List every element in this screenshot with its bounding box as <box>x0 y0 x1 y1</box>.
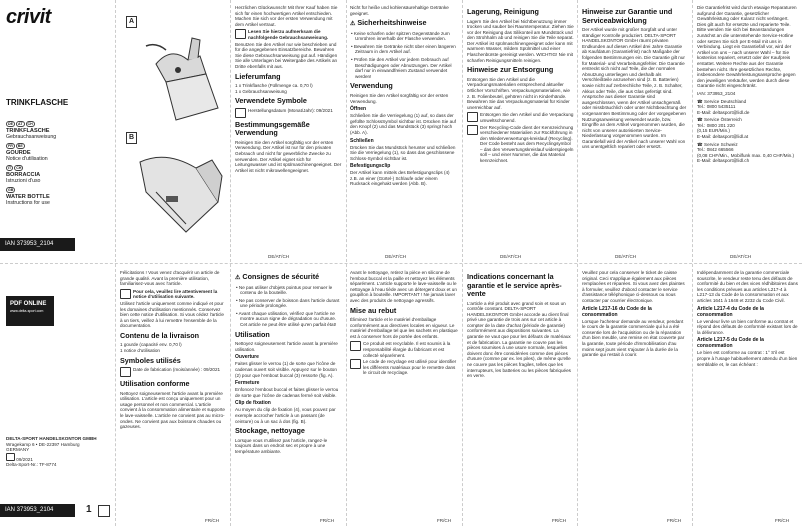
read-notice: Lesen Sie hierzu aufmerksam die nachfolgende Gebrauchsanweisung. <box>235 29 342 40</box>
recycling-code-row: Le code de recyclage est utilisé pour identifier les différents matériaux pour le remettre dans le circuit de recyclage. <box>350 359 458 376</box>
bullet-item: • Bewahren Sie Getränke nicht über einen längeren Zeitraum in dem Artikel auf. <box>351 43 456 55</box>
read-notice: Pour cela, veuillez lire attentivement la notice d'utilisation suivante. <box>120 289 227 300</box>
subheading: Clip de fixation <box>235 400 271 407</box>
disposal-row: Entsorgen Sie den Artikel und die Verpackung umweltschonend. <box>467 112 574 123</box>
page-footer: FR/CH <box>437 518 452 523</box>
section-heading: Mise au rebut <box>350 305 397 315</box>
bullet-item: • Prüfen Sie den Artikel vor jedem Gebrauch auf Beschädigungen oder Abnutzungen. Der Artikel darf nur in einwandfreiem Zustand verwendet werden! <box>351 57 452 79</box>
section-heading: Hinweise zur Entsorgung <box>467 65 554 75</box>
figure-b <box>126 132 228 250</box>
subheading: Fermeture <box>235 380 260 387</box>
subheading: Schließen <box>350 137 374 144</box>
page-footer: DE/AT/CH <box>385 254 407 259</box>
figure-b-label: B <box>126 132 137 144</box>
bottle-open-drawing <box>126 16 228 128</box>
factory-icon <box>120 367 131 377</box>
recycle-icon <box>467 112 478 122</box>
page-footer: FR/CH <box>552 518 567 523</box>
lang-flags: GB <box>8 188 14 192</box>
ian-number: IAN: 373953_2104 <box>697 90 736 96</box>
book-icon <box>235 29 246 39</box>
section-heading: Utilisation <box>235 329 270 339</box>
triman-row: Ce produit est recyclable. Il est soumis à la responsabilité élargie du fabricant et est collecté séparément. <box>350 341 458 358</box>
cover-title: TRINKFLASCHE <box>6 98 69 107</box>
section-heading: ⚠ Consignes de sécurité <box>235 272 320 281</box>
bullet-item: • Ne pas conserver de boisson dans l'article durant une période prolongée. <box>236 297 340 309</box>
section-heading: Lieferumfang <box>235 71 281 81</box>
section-heading: Lagerung, Reinigung <box>467 7 539 16</box>
recycling-code-icon <box>350 359 361 369</box>
section-heading: Verwendung <box>350 81 393 91</box>
page-footer: DE/AT/CH <box>730 254 752 259</box>
fold-line <box>462 0 463 526</box>
scope-of-delivery: 1 x Trinkflasche (Füllmenge ca. 0,70 l) 1 x Gebrauchsanweisung <box>235 83 313 94</box>
de-column-storage: Lagerung, Reinigung Lagern Sie den Artikel bei Nichtbenutzung immer trocken und sauber bei Raumtemperatur. Ziehen Sie vor der Reinigung das Silikonteil am Mundstück und den Strohhalm ab und reinigen Sie die Teile separat. Der Artikel ist spülmaschinengeeignet oder kann mit warmem Wasser, mildem Spülmittel und einer Flaschenbürste gereinigt werden. WICHTIG! Nie mit scharfen Reinigungsmitteln reinigen. Hinweise zur Entsorgung Entsorgen Sie den Artikel und die Verpackungsmaterialien entsprechend aktueller örtlicher Vorschriften. Verpackungsmaterialien, wie z. B. Folienbeutel, gehören nicht in Kinderhände. Bewahren Sie das Verpackungsmaterial für Kinder unerreichbar auf. Entsorgen Sie den Artikel und die Verpackung umweltschonend. Der Recycling-Code dient der Kennzeichnung verschiedener Materialien zur Rückführung in den Wiederverwertungs-kreislauf (Recycling). Der Code besteht aus dem Recyclingsymbol – das den Verwertungskreislauf widerspiegeln soll – und einer Nummer, die das Material kennzeichnet. <box>467 7 574 164</box>
page-footer: FR/CH <box>320 518 335 523</box>
fr-column-safety: ⚠ Consignes de sécurité • Ne pas utiliser d'objets pointus pour remuer le contenu de la bouteille. • Ne pas conserver de boisson dans l'article durant une période prolongée. • Avant chaque utilisation, vérifiez que l'article ne montre aucun signe de dégradation ou d'usure. Cet article ne peut être utilisé qu'en parfait état! Utilisation Nettoyez soigneusement l'article avant la première utilisation. Ouverture Faites glisser le verrou (1) de sorte que l'icône de cadenas ouvert soit visible. Appuyez sur le bouton (2) pour que l'embout buccal (3) ressorte (fig. A). Fermeture Enfoncez l'embout buccal et faites glisser le verrou de sorte que l'icône de cadenas fermé soit visible. Clip de fixation Au moyen du clip de fixation (4), vous pouvez par exemple accrocher l'article à un passant (de ceinture) ou à un sac à dos (fig. B). Stockage, nettoyage Lorsque vous n'utilisez pas l'article, rangez-le toujours dans un endroit sec et propre à une température ambiante. <box>235 270 342 456</box>
subheading: Article L217-16 du Code de la consommation <box>582 305 652 318</box>
lang-flags: DE AT CH <box>8 122 33 126</box>
section-heading: Verwendete Symbole <box>235 96 307 106</box>
phone-icon: ☎ <box>697 98 703 104</box>
page-footer: FR/CH <box>775 518 790 523</box>
triman-icon <box>350 341 361 351</box>
book-icon <box>120 289 131 299</box>
ian-bar: IAN 373953_2104 <box>0 238 75 251</box>
page-marker <box>98 505 110 517</box>
fold-line <box>230 0 231 526</box>
section-heading: Indications concernant la garantie et le service après-vente <box>467 272 562 298</box>
bullet-item: • Avant chaque utilisation, vérifiez que l'article ne montre aucun signe de dégradation ou d'usure. Cet article ne peut être utilisé qu'en parfait état! <box>236 310 337 328</box>
product-entry: GOURDE Notice d'utilisation <box>6 150 48 162</box>
subheading: Befestigungsclip <box>350 163 391 170</box>
recycling-code-row: Der Recycling-Code dient der Kennzeichnung verschiedener Materialien zur Rückführung in den Wiederverwertungs-kreislauf (Recycling). Der Code besteht aus dem Recyclingsymbol – das den Verwertungskreislauf widerspiegeln soll – und einer Nummer, die das Material kennzeichnet. <box>467 125 574 164</box>
service-at: ☎ Service Österreich Tel.: 0800 201 220 (0,15 EUR/Min.) E-Mail: deltasport@lidl.at <box>697 117 749 140</box>
fold-line <box>115 0 116 526</box>
fr-column-legal: Veuillez pour cela conserver le ticket de caisse original. Ceci s'applique également aux pièces remplacées et réparées. Si vous avez des plaintes à formuler, veuillez d'abord contacter le service d'assistance téléphonique ci-dessous ou nous contacter par courrier électronique. Article L217-16 du Code de la consommation Lorsque l'acheteur demande au vendeur, pendant le cours de la garantie commerciale qui lui a été consentie lors de l'acquisition ou de la réparation d'un bien meuble, une remise en état couverte par la garantie, toute période d'immobilisation d'au moins sept jours vient s'ajouter à la durée de la garantie qui restait à courir. <box>582 270 688 360</box>
fold-line <box>577 0 578 526</box>
page-footer: DE/AT/CH <box>268 254 290 259</box>
symbol-row: Date de fabrication (mois/année) : 09/2021 <box>120 367 227 377</box>
fr-column-legal-2: Indépendamment de la garantie commerciale souscrite, le vendeur reste tenu des défauts de conformité du bien et des vices rédhibitoires dans les conditions prévues aux articles L217-4 à L217-13 du Code de la consommation et aux articles 1641 à 1648 et 2232 du Code Civil. Article L217-4 du Code de la consommation Le vendeur livre un bien conforme au contrat et répond des défauts de conformité existant lors de la délivrance. Article L217-5 du Code de la consommation Le bien est conforme au contrat : 1° S'il est propre à l'usage habituellement attendu d'un bien semblable et, le cas échéant : <box>697 270 798 367</box>
bottle-clip-drawing <box>126 132 228 250</box>
lang-flags: IT CH <box>8 166 22 170</box>
fr-column-disposal: Avant le nettoyage, retirez la pièce en silicone de l'embout buccal et la paille et nettoyez les éléments séparément. L'article supporte le lave-vaisselle ou le nettoyage à l'eau tiède avec un détergent doux et un goupillon à bouteille. IMPORTANT ! Ne jamais laver avec des produits de nettoyage agressifs. Mise au rebut Éliminez l'article et le matériel d'emballage conformément aux directives locales en vigueur. Le matériel d'emballage tel que les sachets en plastique est à conserver hors de portée des enfants. Ce produit est recyclable. Il est soumis à la responsabilité élargie du fabricant et est collecté séparément. Le code de recyclage est utilisé pour identifier les différents matériaux pour le remettre dans le circuit de recyclage. <box>350 270 458 376</box>
section-heading: Bestimmungsgemäße Verwendung <box>235 119 310 138</box>
subheading: Article L217-4 du Code de la consommation <box>697 305 764 318</box>
body-text: Reinigen Sie den Artikel sorgfältig vor der ersten Verwendung. Der Artikel ist nur für den privaten Gebrauch und nicht für gewerbliche Zwecke zu verwenden. Der Artikel eignet sich für Leitungswasser und ist spülmaschinengeeignet. Der Artikel ist nicht mikrowellengeeignet. <box>235 139 342 173</box>
figure-a <box>126 16 228 128</box>
intro-text: Herzlichen Glückwunsch! Mit Ihrer Kauf haben Sie sich für einen hochwertigen Artikel entschieden. Machen Sie sich vor der ersten Verwendung mit dem Artikel vertraut. <box>235 5 338 27</box>
section-heading: Hinweise zur Garantie und Serviceabwicklung <box>582 7 673 25</box>
bullet-item: • Ne pas utiliser d'objets pointus pour remuer le contenu de la bouteille. <box>236 284 333 296</box>
page-footer: FR/CH <box>205 518 220 523</box>
fold-line-horizontal <box>0 263 802 264</box>
subheading: Article L217-5 du Code de la consommation <box>697 337 764 350</box>
pdf-online-badge: PDF ONLINE www.delta-sport.com <box>6 296 54 326</box>
brand-logo <box>6 6 51 29</box>
product-entry: BORRACCIA Istruzioni d'uso <box>6 172 41 184</box>
brand-text: crivit <box>6 6 51 28</box>
warning-icon: ⚠ <box>350 21 356 28</box>
section-heading: Utilisation conforme <box>120 379 190 389</box>
de-column-intro <box>235 5 342 175</box>
subheading: Ouverture <box>235 354 259 361</box>
de-column-warranty: Hinweise zur Garantie und Serviceabwicklung Der Artikel wurde mit großer Sorgfalt und unter ständiger Kontrolle produziert. DELTA-SPORT HANDELSKONTOR GmbH räumt privaten Endkunden auf diesen Artikel drei Jahre Garantie ab Kaufdatum (Garantiefrist) nach Maßgabe der folgenden Bestimmungen ein. Die Garantie gilt nur für Material- und Verarbeitungsfehler. Die Garantie erstreckt sich nicht auf Teile, die der normalen Abnutzung unterliegen und deshalb als Verschleißteile anzusehen sind (z. B. Batterien) sowie nicht auf zerbrechliche Teile, z. B. Schalter, Akkus oder Teile, die aus Glas gefertigt sind. Ansprüche aus dieser Garantie sind ausgeschlossen, wenn der Artikel unsachgemäß oder missbräuchlich oder unter Nichtbeachtung der vorgenannten Bestimmung oder der vorgegebenen Nutzungsanweisung verwendet wurde, bzw. Eingriffe an dem Artikel vorgenommen wurden, die nicht von unserer autorisierten Service-Niederlassung vorgenommen wurden. Im Garantiefall wird der Artikel nach unserer Wahl von uns unentgeltlich repariert oder ersetzt. <box>582 7 687 150</box>
page-footer: DE/AT/CH <box>615 254 637 259</box>
de-column-safety: Nicht für heiße und kohlensäurehaltige Getränke geeignet. ⚠ Sicherheitshinweise • Keine scharfen oder spitzen Gegenstände zum Umrühren innerhalb der Flasche verwenden. • Bewahren Sie Getränke nicht über einen längeren Zeitraum in dem Artikel auf. • Prüfen Sie den Artikel vor jedem Gebrauch auf Beschädigungen oder Abnutzungen. Der Artikel darf nur in einwandfreiem Zustand verwendet werden! Verwendung Reinigen Sie den Artikel sorgfältig vor der ersten Verwendung. Öffnen Schließen Sie die Verriegelung (1) auf, so dass der gefüllte SchlossSymbol sichtbar ist. Drücken Sie auf den Knopf (2) und das Mundstück (3) springt hoch (Abb. A). Schließen Drücken Sie das Mundstück herunter und schließen Sie die Verriegelung (1), so dass das geschlossene Schloss-Symbol sichtbar ist. Befestigungsclip Der Artikel kann mittels des Befestigungsclips (4) z.B. an einer (Gürtel-) Schlaufe oder einem Rucksack eingehakt werden (Abb. B). <box>350 5 458 189</box>
product-entry: TRINKFLASCHE Gebrauchsanweisung <box>6 128 57 140</box>
service-de: ☎ Service Deutschland Tel.: 0800 5435111 E-Mail: deltasport@lidl.de <box>697 98 750 115</box>
section-heading: ⚠ Sicherheitshinweise <box>350 18 427 28</box>
factory-icon <box>235 108 246 118</box>
bullet-item: • Keine scharfen oder spitzen Gegenstände zum Umrühren innerhalb der Flasche verwenden. <box>351 30 450 42</box>
fold-line <box>346 0 347 526</box>
phone-icon: ☎ <box>697 117 703 123</box>
factory-icon <box>6 453 15 461</box>
body-text: Benutzen Sie den Artikel nur wie beschrieben und für die angegebenen Einsatzbereiche. Bewahren Sie diese Gebrauchsanweisung gut auf. Händigen Sie alle Unterlagen bei Weitergabe des Artikels an Dritte ebenfalls mit aus. <box>235 41 338 69</box>
de-column-service: Die Garantiefrist wird durch etwaige Reparaturen aufgrund der Garantie, gesetzlicher Gewährleistung oder Kulanz nicht verlängert. Dies gilt auch für ersetzte und reparierte Teile. Bitte wenden Sie sich bei Beanstandungen zunächst an die untenstehende Service-Hotline oder setzen Sie sich per E-Mail mit uns in Verbindung. Liegt ein Garantiefall vor, wird der Artikel von uns – nach unserer Wahl – für Sie kostenlos repariert, ersetzt oder der Kaufpreis erstattet. Weitere Rechte aus der Garantie bestehen nicht. Ihre gesetzlichen Rechte, insbesondere Gewährleistungsansprüche gegen den jeweiligen Verkäufer, werden durch diese Garantie nicht eingeschränkt. IAN: 373953_2104 ☎ Service Deutschland Tel.: 0800 5435111 E-Mail: deltasport@lidl.de ☎ Service Österreich Tel.: 0800 201 220 (0,15 EUR/Min.) E-Mail: deltasport@lidl.at ☎ Service Schweiz Tel.: 0842 665566 (0,08 CHF/Min., Mobilfunk max. 0,40 CHF/Min.) E-Mail: deltasport@lidl.ch <box>697 5 799 166</box>
ian-bar: IAN 373953_2104 <box>0 504 75 517</box>
phone-icon: ☎ <box>697 141 703 147</box>
fold-line <box>692 0 693 526</box>
fr-column-intro: Félicitations ! Vous venez d'acquérir un article de grande qualité. Avant la première utilisation, familiarisez-vous avec l'article. Pour cela, veuillez lire attentivement la notice d'utilisation suivante. Utilisez l'article uniquement comme indiqué et pour les domaines d'utilisation mentionnés. Conservez bien cette notice d'utilisation. Si vous cédez l'article à un tiers, veillez à lui remettre l'ensemble de la documentation. Contenu de la livraison 1 gourde (capacité env. 0,70 l) 1 notice d'utilisation Symboles utilisés Date de fabrication (mois/année) : 09/2021 Utilisation conforme Nettoyez soigneusement l'article avant la première utilisation. L'article est conçu uniquement pour un usage personnel et non commercial. L'article convient à la consommation alimentaire et supporte le lave-vaisselle. L'article ne convient pas au micro-ondes. Ne convient pas aux boissons chaudes ou gazeuses. <box>120 270 227 432</box>
service-ch: ☎ Service Schweiz Tel.: 0842 665566 (0,08 CHF/Min., Mobilfunk max. 0,40 CHF/Min.) E-Mail: deltasport@lidl.ch <box>697 141 795 164</box>
symbol-row: Herstellungsdatum (Monat/Jahr): 09/2021 <box>235 108 342 118</box>
lang-flags: FR BE <box>8 144 23 148</box>
page-footer: FR/CH <box>667 518 682 523</box>
warning-icon: ⚠ <box>235 275 241 281</box>
recycling-code-icon <box>467 125 478 135</box>
page-footer: DE/AT/CH <box>500 254 522 259</box>
figure-a-label: A <box>126 16 137 28</box>
page-number: 1 <box>86 504 92 515</box>
cover-product-list <box>6 120 110 206</box>
section-heading: Contenu de la livraison <box>120 330 200 340</box>
product-entry: WATER BOTTLE Instructions for use <box>6 194 50 206</box>
section-heading: Symboles utilisés <box>120 355 181 365</box>
fr-column-warranty: Indications concernant la garantie et le service après-vente L'article a été produit avec grand soin et sous un contrôle constant. DELTA-SPORT HANDELSKONTOR GmbH accorde au client final privé une garantie de trois ans sur cet article à compter de la date d'achat (période de garantie) conformément aux dispositions suivantes. La garantie ne vaut que pour les défauts de matériaux et de fabrication. La garantie ne couvre pas les pièces soumises à une usure normale, lesquelles doivent donc être considérées comme des pièces d'usure (comme par ex. les piles), de même qu'elle ne couvre pas les pièces fragiles, telles que les interrupteurs, les batteries ou les pièces fabriquées en verre. <box>467 270 574 381</box>
subheading: Öffnen <box>350 106 367 113</box>
section-heading: Stockage, nettoyage <box>235 426 305 436</box>
manufacturer-block: DELTA-SPORT HANDELSKONTOR GMBH Wragekamp 6 • DE-22397 Hamburg GERMANY 09/2021 Delta-Sport-Nr.: TF-8774 <box>6 436 97 468</box>
